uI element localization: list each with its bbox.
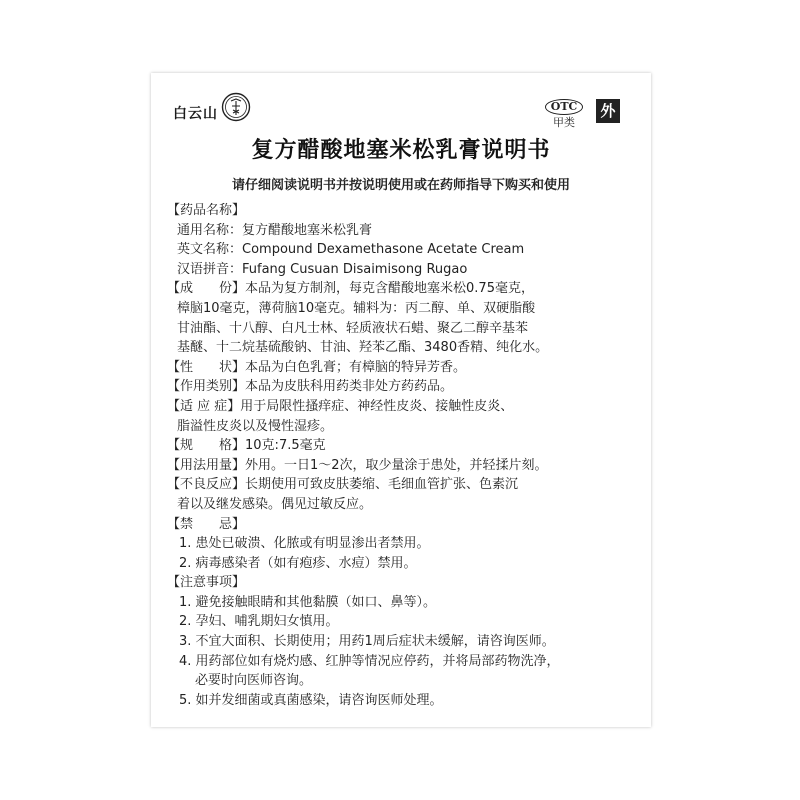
- section-indications: [167, 397, 637, 417]
- precaution-item: 5. 如并发细菌或真菌感染，请咨询医师处理。: [179, 692, 443, 708]
- section-contraindications-label: 【禁 忌】: [167, 516, 246, 532]
- english-name: 英文名称：Compound Dexamethasone Acetate Cream: [177, 242, 525, 258]
- section-category: [167, 377, 637, 397]
- indications-line: 用于局限性搔痒症、神经性皮炎、接触性皮炎、: [240, 398, 514, 414]
- indications-label: 【适 应 症】: [167, 398, 241, 414]
- leaflet-sheet: [151, 73, 651, 727]
- otc-badge: OTC: [545, 99, 584, 115]
- precaution-item: 4. 用药部位如有烧灼感、红肿等情况应停药，并将局部药物洗净，: [179, 653, 560, 669]
- precaution-item: 1. 避免接触眼睛和其他黏膜（如口、鼻等）。: [179, 594, 437, 610]
- composition-line: 甘油酯、十八醇、白凡士林、轻质液状石蜡、聚乙二醇辛基苯: [177, 320, 529, 336]
- brand-name: 白云山: [173, 106, 218, 122]
- page-subtitle: 请仔细阅读说明书并按说明使用或在药师指导下购买和使用: [231, 178, 570, 193]
- composition-line: 基醚、十二烷基硫酸钠、甘油、羟苯乙酯、3480香精、纯化水。: [177, 340, 549, 356]
- adverse-line: 着以及继发感染。偶见过敏反应。: [177, 496, 373, 512]
- composition-line: 樟脑10毫克，薄荷脑10毫克。辅料为：丙二醇、单、双硬脂酸: [177, 300, 536, 316]
- adverse-label: 【不良反应】: [167, 477, 246, 493]
- dosage-label: 【用法用量】: [167, 457, 246, 473]
- page-title: 复方醋酸地塞米松乳膏说明书: [251, 138, 551, 163]
- section-drug-name-label: 【药品名称】: [167, 203, 246, 218]
- contraindication-item: 2. 病毒感染者（如有疱疹、水痘）禁用。: [179, 555, 417, 571]
- specification-label: 【规 格】: [167, 438, 246, 454]
- specification-text: 10克:7.5毫克: [245, 438, 326, 454]
- dosage-text: 外用。一日1～2次，取少量涂于患处，并轻揉片刻。: [245, 457, 548, 473]
- leaflet-body: [167, 201, 637, 710]
- precaution-item: 2. 孕妇、哺乳期妇女慎用。: [179, 614, 339, 630]
- properties-text: 本品为白色乳膏；有樟脑的特异芳香。: [245, 359, 467, 375]
- composition-line: 本品为复方制剂，每克含醋酸地塞米松0.75毫克，: [245, 281, 534, 297]
- section-specification: [167, 436, 637, 456]
- properties-label: 【性 状】: [167, 359, 246, 375]
- precaution-item-continued: 必要时向医师咨询。: [195, 673, 313, 689]
- precaution-item: 3. 不宜大面积、长期使用；用药1周后症状未缓解，请咨询医师。: [179, 634, 555, 650]
- pinyin-name: 汉语拼音：Fufang Cusuan Disaimisong Rugao: [177, 261, 468, 277]
- section-adverse: [167, 475, 637, 495]
- indications-line: 脂溢性皮炎以及慢性湿疹。: [177, 418, 334, 434]
- section-composition: [167, 279, 637, 299]
- otc-classification: [544, 95, 584, 130]
- external-use-mark: 外: [596, 99, 620, 123]
- section-properties: [167, 358, 637, 378]
- brand-seal-logo: [221, 92, 251, 122]
- section-dosage: [167, 456, 637, 476]
- generic-name: 通用名称：复方醋酸地塞米松乳膏: [177, 222, 373, 238]
- otc-class-label: 甲类: [553, 116, 575, 129]
- category-label: 【作用类别】: [167, 379, 246, 395]
- adverse-line: 长期使用可致皮肤萎缩、毛细血管扩张、色素沉: [245, 477, 519, 493]
- contraindication-item: 1. 患处已破溃、化脓或有明显渗出者禁用。: [179, 536, 430, 552]
- category-text: 本品为皮肤科用药类非处方药药品。: [245, 379, 454, 395]
- composition-label: 【成 份】: [167, 281, 246, 297]
- leaflet-header: [151, 73, 651, 135]
- section-precautions-label: 【注意事项】: [167, 575, 246, 591]
